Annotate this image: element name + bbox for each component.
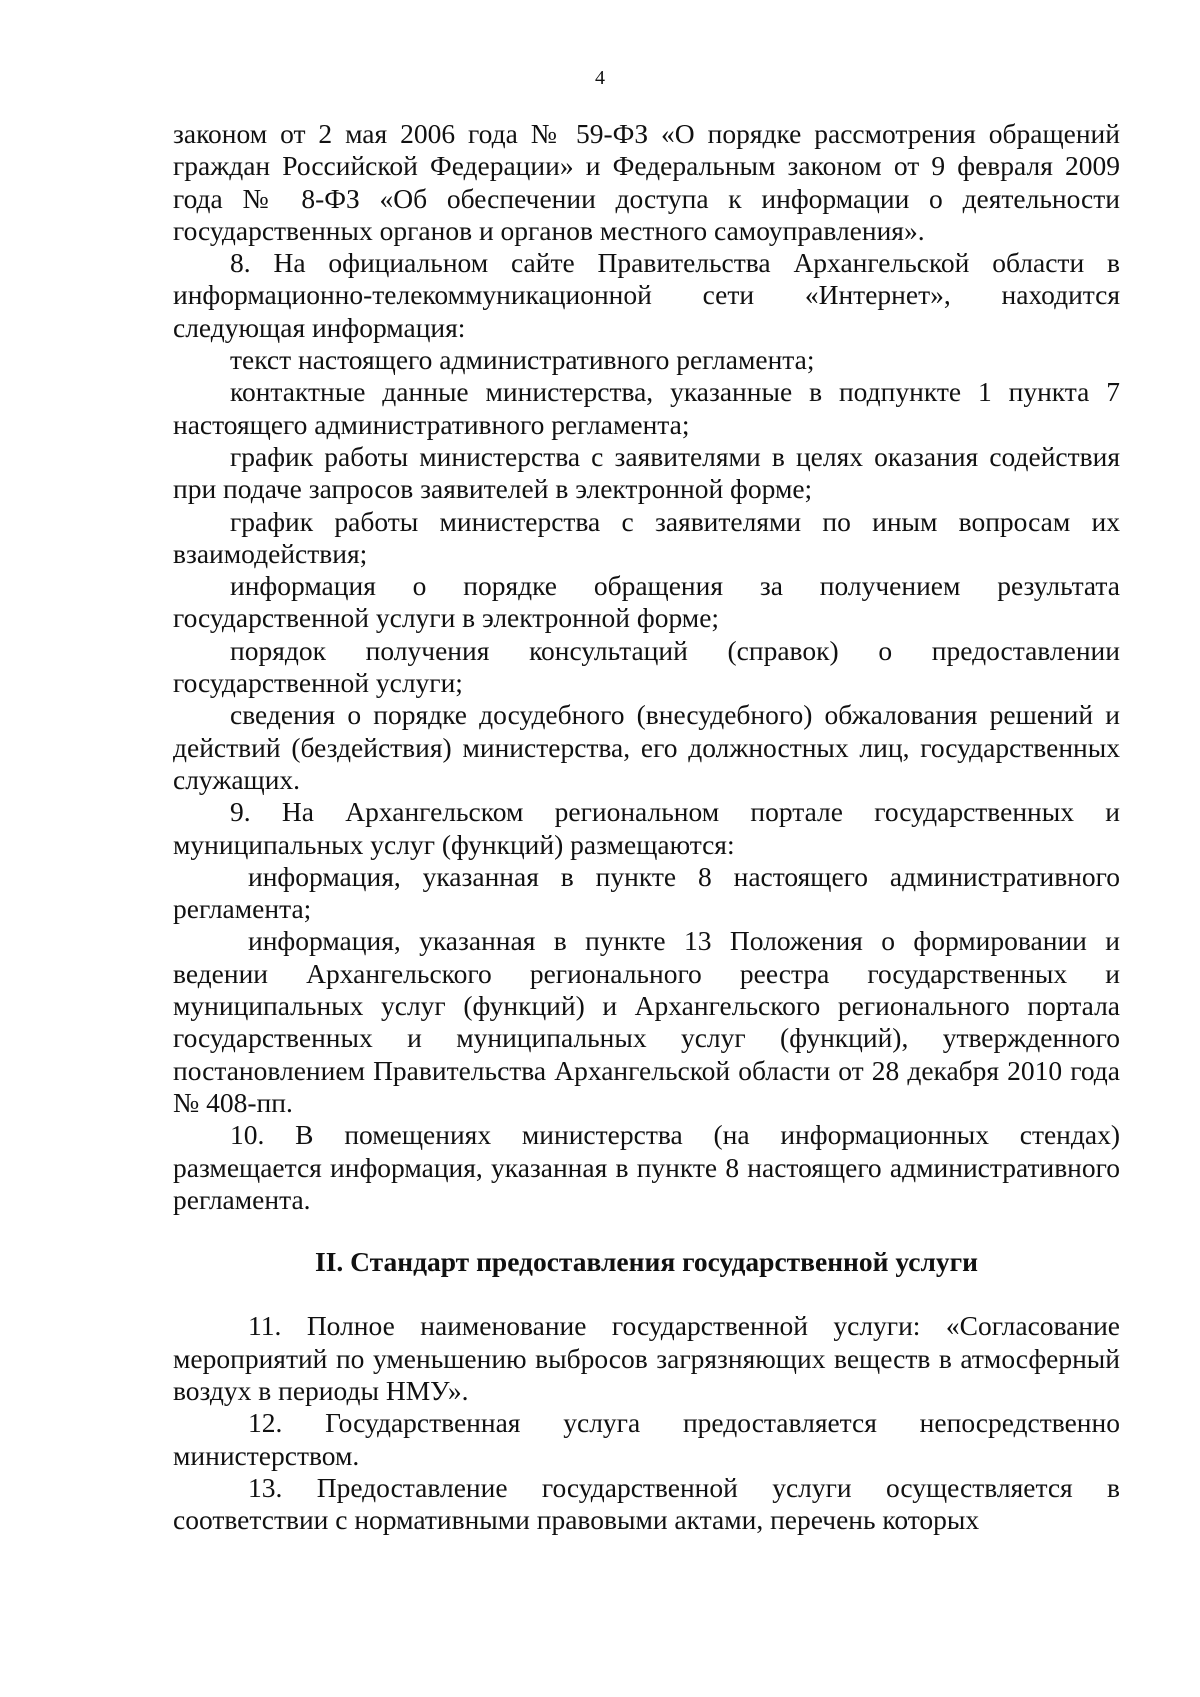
page-number: 4 xyxy=(595,67,605,89)
paragraph-12: 12. Государственная услуга предоставляется непосредственно министерством. xyxy=(173,1407,1120,1471)
list-item-regulation-text: текст настоящего административного регламента; xyxy=(230,344,815,376)
list-item-consultation-order: порядок получения консультаций (справок) о предоставлении государственной услуги; xyxy=(173,634,1120,699)
paragraph-11: 11. Полное наименование государственной услуги: «Согласование мероприятий по уменьшению выбросов загрязняющих веществ в атмосферный воздух в периоды НМУ». xyxy=(173,1310,1120,1406)
paragraph-10: 10. В помещениях министерства (на информационных стендах) размещается информация, указанная в пункте 8 настоящего административного регламента. xyxy=(173,1119,1120,1215)
paragraph-9: 9. На Архангельском региональном портале государственных и муниципальных услуг (функций) размещаются: xyxy=(173,796,1120,860)
list-item-info-point-13: информация, указанная в пункте 13 Положения о формировании и ведении Архангельского регионального реестра государственных и муниципальных услуг (функций) и Архангельского регионального портала государственных и муниципальных услуг (функций), утвержденного постановлением Правительства Архангельской области от 28 декабря 2010 года № 408-пп. xyxy=(173,925,1120,1118)
list-item-appeal-info: сведения о порядке досудебного (внесудебного) обжалования решений и действий (бездействия) министерства, его должностных лиц, государственных служащих. xyxy=(173,699,1120,795)
paragraph-8: 8. На официальном сайте Правительства Архангельской области в информационно-телекоммуникационной сети «Интернет», находится следующая информация: xyxy=(173,247,1120,343)
list-item-result-info: информация о порядке обращения за получением результата государственной услуги в электронной форме; xyxy=(173,570,1120,634)
paragraph-continued: законом от 2 мая 2006 года № 59-ФЗ «О порядке рассмотрения обращений граждан Российской Федерации» и Федеральным законом от 9 февраля 2009 года № 8-ФЗ «Об обеспечении доступа к информации о деятельности государственных органов и органов местного самоуправления». xyxy=(173,118,1120,246)
document-body xyxy=(173,118,1120,1536)
list-item-schedule-electronic: график работы министерства с заявителями в целях оказания содействия при подаче запросов заявителей в электронной форме; xyxy=(173,440,1120,505)
paragraph-13: 13. Предоставление государственной услуги осуществляется в соответствии с нормативными правовыми актами, перечень которых xyxy=(173,1471,1120,1536)
section-title: II. Стандарт предоставления государственной услуги xyxy=(315,1246,978,1278)
list-item-schedule-other: график работы министерства с заявителями по иным вопросам их взаимодействия; xyxy=(173,505,1120,569)
list-item-contact-data: контактные данные министерства, указанные в подпункте 1 пункта 7 настоящего административного регламента; xyxy=(173,376,1120,440)
list-item-info-point-8: информация, указанная в пункте 8 настоящего административного регламента; xyxy=(173,860,1120,925)
